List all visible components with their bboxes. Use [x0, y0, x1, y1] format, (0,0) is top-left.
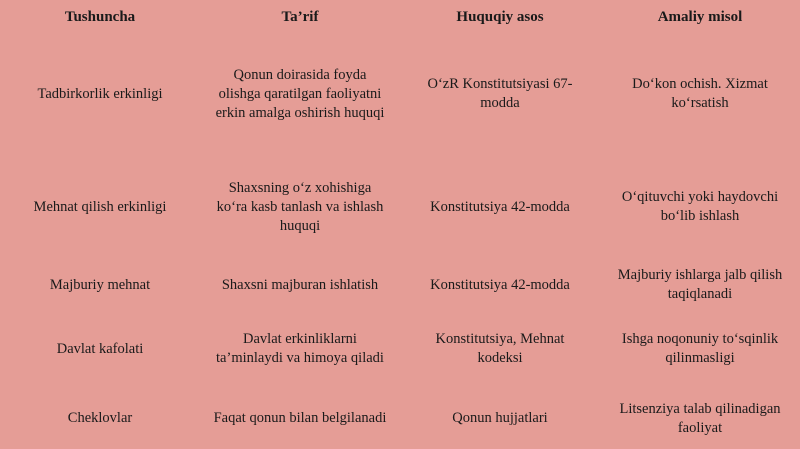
header-amaliy-misol: Amaliy misol — [657, 8, 743, 25]
table-header-row — [0, 0, 800, 34]
cell-legal-basis: Qonun hujjatlari — [452, 410, 548, 426]
cell-legal-basis: Konstitutsiya, Mehnat kodeksi — [435, 331, 565, 366]
cell-concept: Davlat kafolati — [56, 340, 144, 357]
table-row — [0, 388, 800, 449]
table-row — [0, 154, 800, 260]
table-row — [0, 310, 800, 388]
cell-definition: Shaxsning o‘z xohishiga ko‘ra kasb tanlash va ishlash huquqi — [216, 179, 384, 234]
cell-definition: Shaxsni majburan ishlatish — [221, 276, 379, 293]
header-huquqiy-asos: Huquqiy asos — [456, 8, 544, 25]
cell-concept: Cheklovlar — [67, 410, 133, 426]
cell-example: Litsenziya talab qilinadigan faoliyat — [619, 400, 781, 436]
cell-legal-basis: Konstitutsiya 42-modda — [430, 198, 570, 215]
cell-concept: Tadbirkorlik erkinligi — [37, 85, 163, 102]
table-row — [0, 34, 800, 154]
cell-concept: Majburiy mehnat — [49, 276, 151, 293]
cell-example: Do‘kon ochish. Xizmat ko‘rsatish — [632, 76, 768, 111]
cell-legal-basis: Konstitutsiya 42-modda — [430, 276, 570, 293]
table-row — [0, 260, 800, 310]
cell-example: Majburiy ishlarga jalb qilish taqiqlanadi — [617, 267, 783, 302]
cell-definition: Qonun doirasida foyda olishga qaratilgan faoliyatni erkin amalga oshirish huquqi — [215, 66, 385, 121]
cell-definition: Faqat qonun bilan belgilanadi — [213, 410, 387, 426]
header-tarif: Ta’rif — [281, 8, 319, 25]
cell-example: Ishga noqonuniy to‘sqinlik qilinmasligi — [621, 331, 779, 366]
cell-example: O‘qituvchi yoki haydovchi bo‘lib ishlash — [621, 189, 779, 224]
header-tushuncha: Tushuncha — [64, 8, 136, 25]
cell-concept: Mehnat qilish erkinligi — [33, 198, 167, 215]
cell-legal-basis: O‘zR Konstitutsiyasi 67-modda — [427, 76, 573, 111]
cell-definition: Davlat erkinliklarni ta’minlaydi va himoya qiladi — [216, 331, 384, 366]
